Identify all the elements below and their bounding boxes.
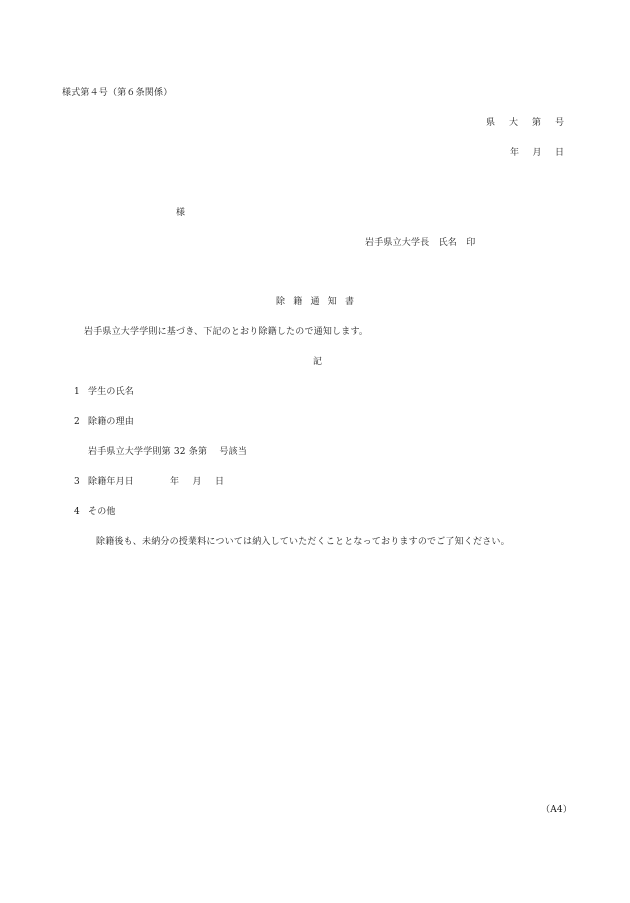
document-number-part: 第: [531, 118, 541, 128]
reason-detail: 岩手県立大学学則第 32 条第 号該当: [88, 447, 248, 457]
document-number-part: 県: [486, 118, 496, 128]
item-label: 除籍の理由: [88, 417, 135, 427]
title-char: 書: [344, 297, 354, 307]
title-char: 除: [276, 297, 286, 307]
item-4: [74, 506, 116, 518]
sender: 岩手県立大学長 氏名 印: [365, 238, 476, 248]
paper-size: （A4）: [541, 805, 573, 815]
item-3: [74, 476, 134, 488]
item-label: その他: [88, 507, 116, 517]
item-label: 学生の氏名: [88, 387, 135, 397]
document-title: [276, 296, 354, 308]
item-number: 3: [74, 477, 80, 487]
date-part: 日: [554, 148, 564, 158]
item-1: [74, 386, 134, 398]
other-detail: 除籍後も、未納分の授業料については納入していただくこととなっておりますのでご了知ください。: [96, 537, 510, 547]
intro-text: 岩手県立大学学則に基づき、下記のとおり除籍したので通知します。: [84, 327, 369, 337]
item-label: 除籍年月日: [88, 477, 135, 487]
ki-heading: 記: [313, 357, 323, 367]
document-number: [486, 117, 564, 129]
date-part: 月: [192, 477, 202, 487]
recipient-suffix: 様: [176, 208, 186, 218]
date-part: 年: [510, 148, 520, 158]
title-char: 通: [310, 297, 320, 307]
removal-date: [170, 476, 224, 488]
item-number: 2: [74, 417, 80, 427]
title-char: 知: [327, 297, 337, 307]
form-label: 様式第４号（第６条関係）: [62, 88, 173, 98]
document-number-part: 大: [508, 118, 518, 128]
title-char: 籍: [293, 297, 303, 307]
item-number: 4: [74, 507, 80, 517]
date-part: 日: [214, 477, 224, 487]
date-part: 月: [532, 148, 542, 158]
document-number-part: 号: [554, 118, 564, 128]
date-part: 年: [170, 477, 180, 487]
item-2: [74, 416, 134, 428]
item-number: 1: [74, 387, 80, 397]
issue-date: [510, 147, 564, 159]
